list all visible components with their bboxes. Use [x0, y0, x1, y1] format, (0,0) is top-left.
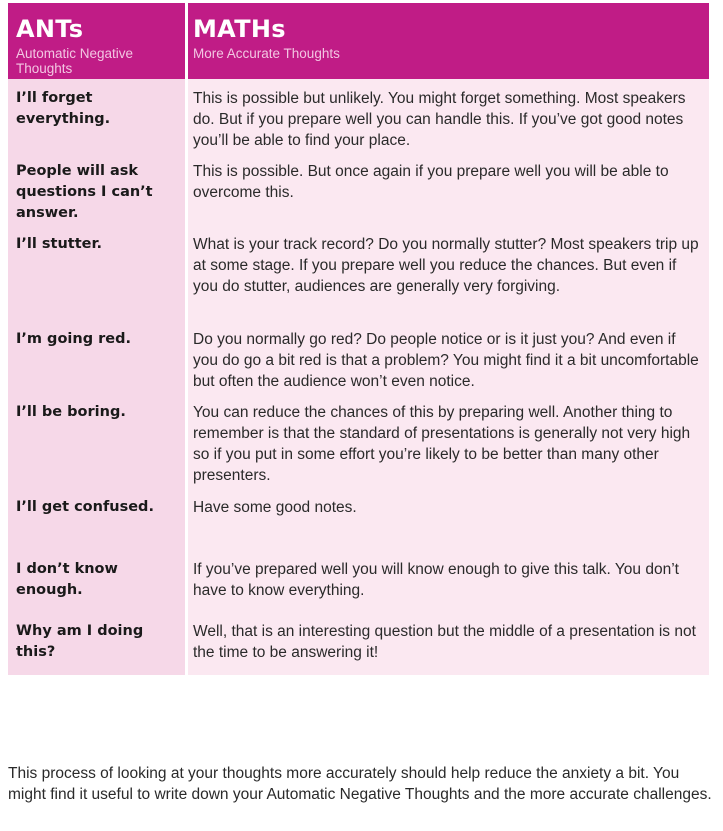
- table-row: [8, 393, 709, 488]
- math-cell: Have some good notes.: [188, 488, 709, 550]
- math-cell: You can reduce the chances of this by preparing well. Another thing to remember is that the standard of presentations is generally not very high so if you put in some effort you’re likely to be better than many other presenters.: [188, 393, 709, 488]
- ant-cell: I’ll forget everything.: [8, 79, 185, 152]
- ant-cell: I’ll be boring.: [8, 393, 185, 488]
- ant-cell: I’ll get confused.: [8, 488, 185, 550]
- header-ants-subtitle: Automatic Negative Thoughts: [16, 46, 134, 76]
- ant-cell: I’ll stutter.: [8, 225, 185, 320]
- math-cell: This is possible. But once again if you prepare well you will be able to overcome this.: [188, 152, 709, 225]
- math-cell: Do you normally go red? Do people notice or is it just you? And even if you do go a bit red is that a problem? You might find it a bit uncomfortable but often the audience won’t even notice.: [188, 320, 709, 393]
- ant-cell: I’m going red.: [8, 320, 185, 393]
- table-row: [8, 79, 709, 152]
- header-ants-title: ANTs: [16, 15, 84, 43]
- body-paragraph: This process of looking at your thoughts more accurately should help reduce the anxiety a bit. You might find it useful to write down your Automatic Negative Thoughts and the more accurate challenges.: [8, 765, 712, 803]
- table-header: [8, 3, 709, 79]
- math-cell: Well, that is an interesting question but the middle of a presentation is not the time to be answering it!: [188, 612, 709, 675]
- math-cell: If you’ve prepared well you will know enough to give this talk. You don’t have to know everything.: [188, 550, 709, 612]
- header-maths: [188, 3, 709, 79]
- header-maths-subtitle: More Accurate Thoughts: [193, 46, 340, 61]
- ant-cell: People will ask questions I can’t answer.: [8, 152, 185, 225]
- table-row: [8, 320, 709, 393]
- table-row: [8, 225, 709, 320]
- table-row: [8, 612, 709, 675]
- math-cell: What is your track record? Do you normally stutter? Most speakers trip up at some stage. If you prepare well you reduce the chances. But even if you do stutter, audiences are generally very forgiving.: [188, 225, 709, 320]
- ants-maths-table: [8, 3, 709, 675]
- header-ants: [8, 3, 185, 79]
- ant-cell: I don’t know enough.: [8, 550, 185, 612]
- table-row: [8, 152, 709, 225]
- table-row: [8, 488, 709, 550]
- table-row: [8, 550, 709, 612]
- ant-cell: Why am I doing this?: [8, 612, 185, 675]
- math-cell: This is possible but unlikely. You might forget something. Most speakers do. But if you prepare well you can handle this. If you’ve got good notes you’ll be able to find your place.: [188, 79, 709, 152]
- header-maths-title: MATHs: [193, 15, 286, 43]
